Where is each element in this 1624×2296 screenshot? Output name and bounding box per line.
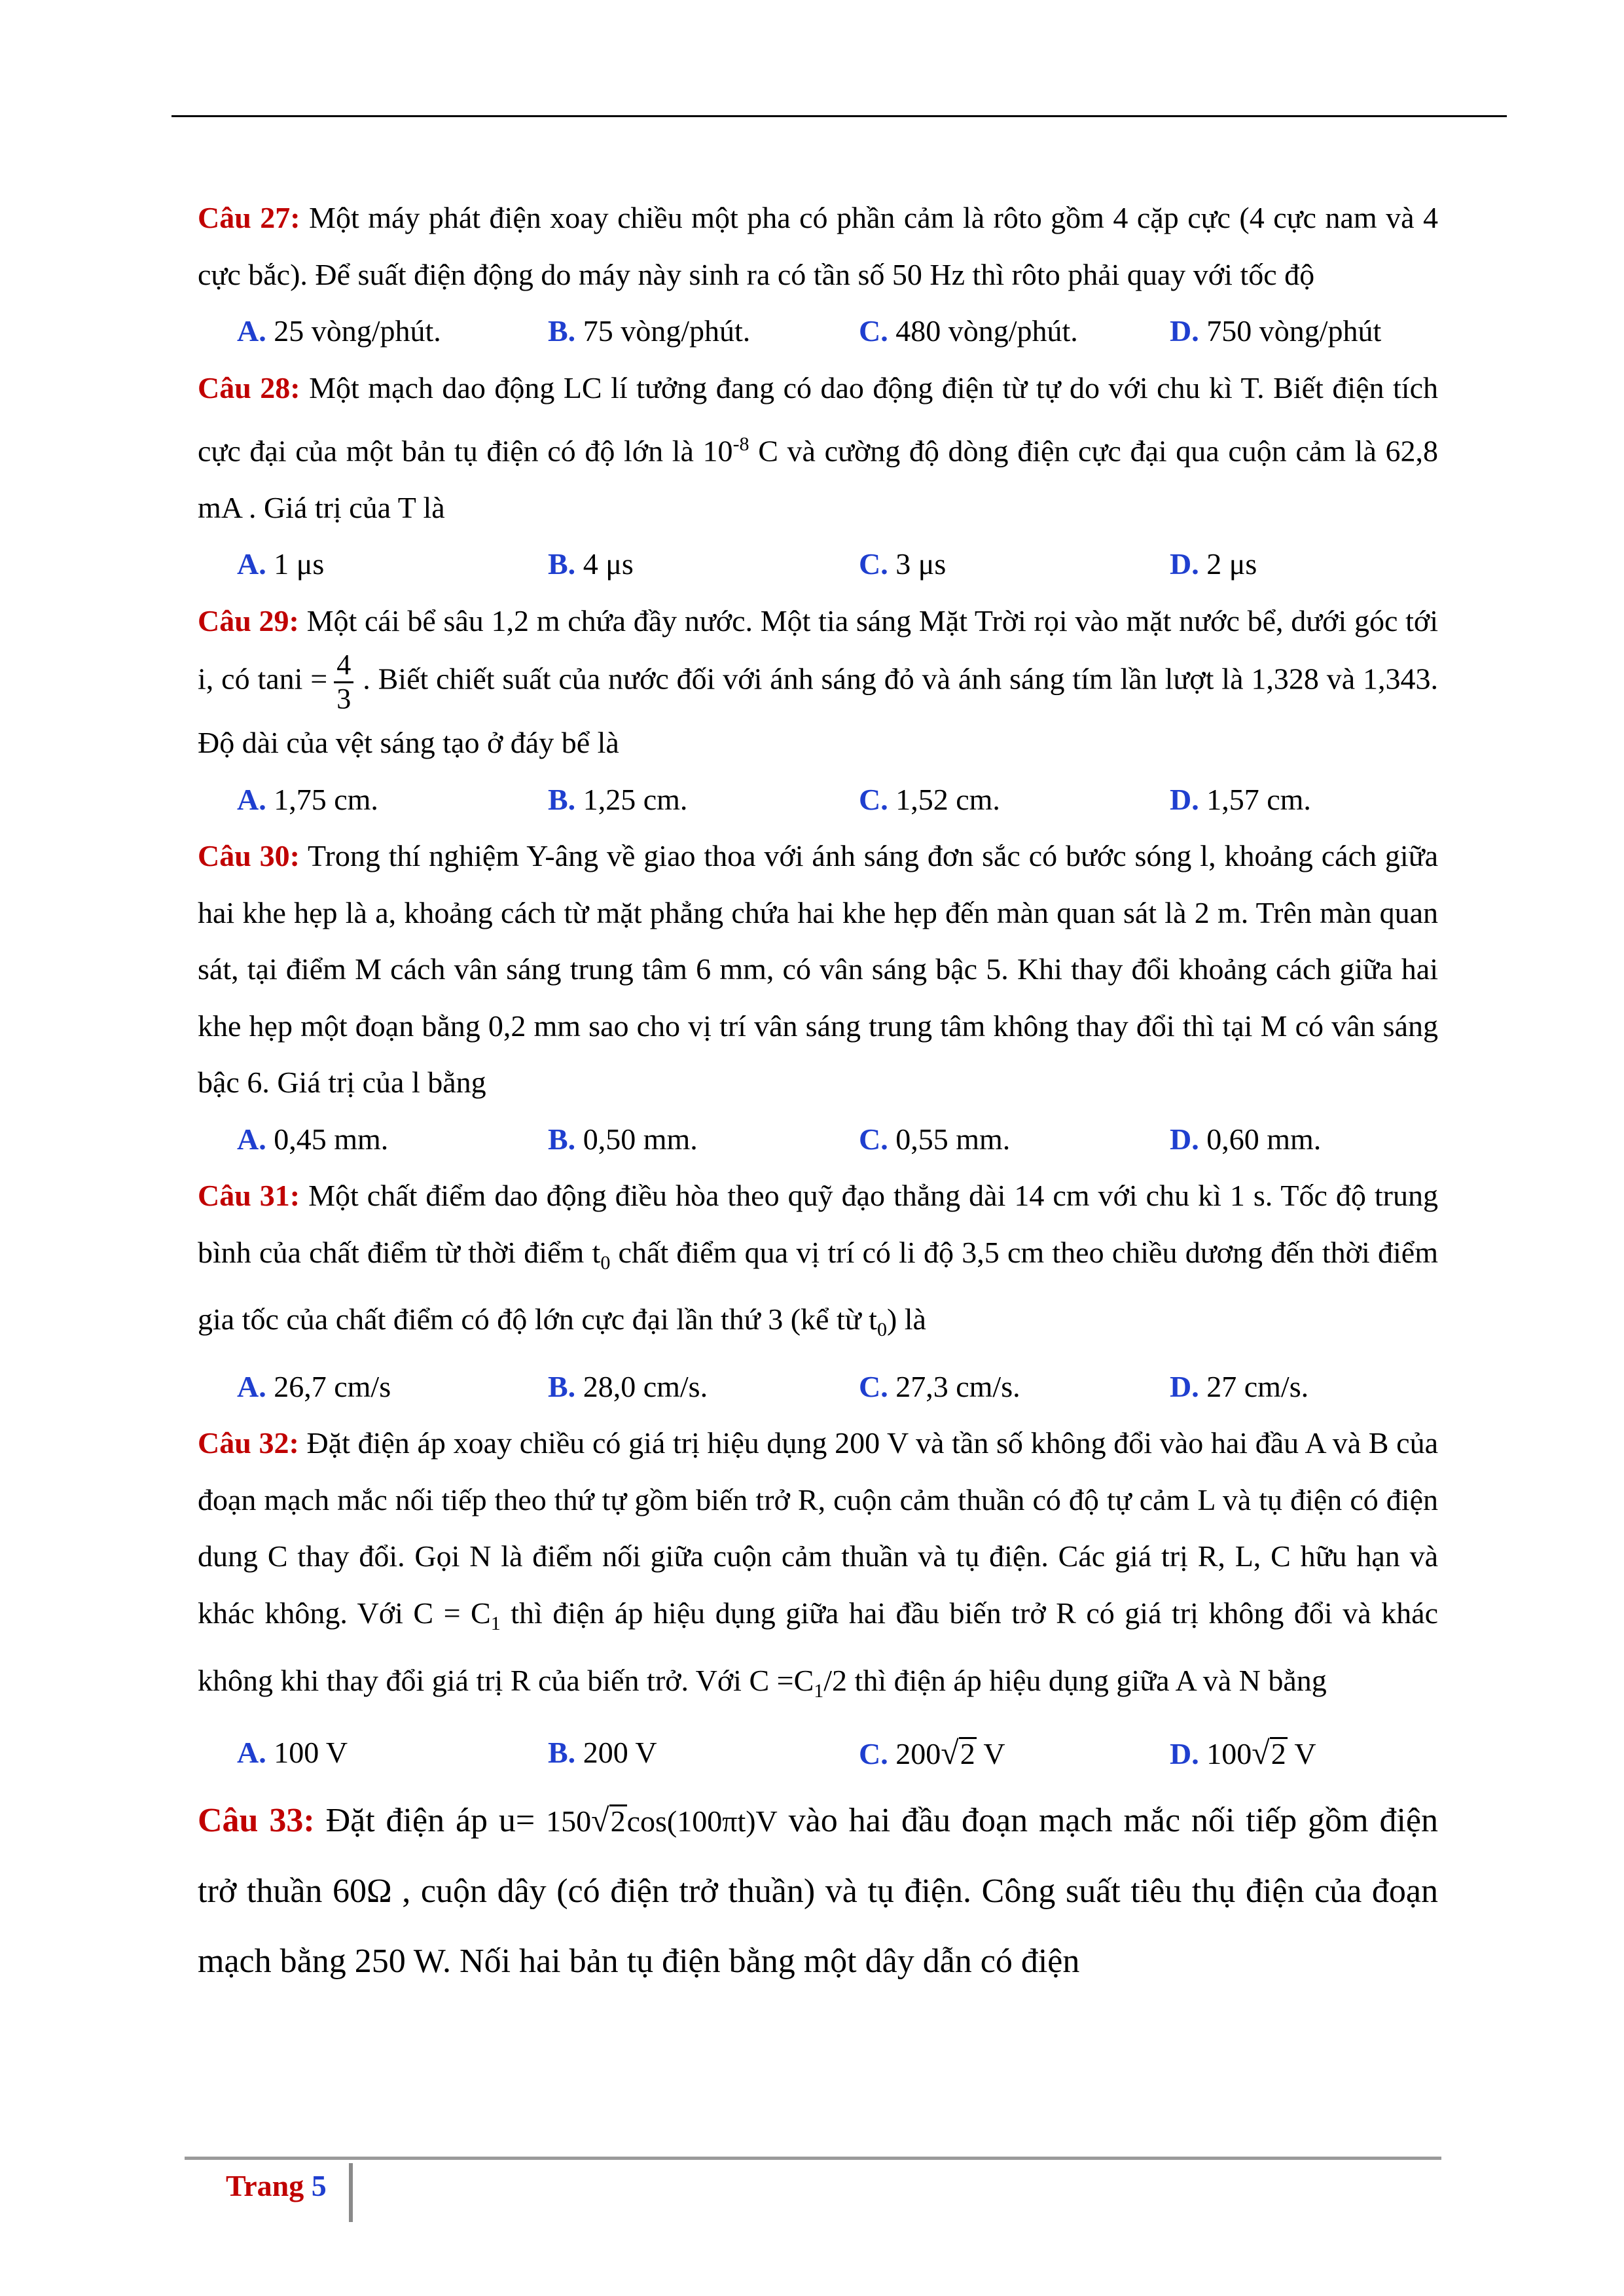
question-text: Trong thí nghiệm Y-âng về giao thoa với ánh sáng đơn sắc có bước sóng l, khoảng cách giữa hai khe hẹp là a, khoảng cách từ mặt phẳng chứa hai khe hẹp đến màn quan sát là 2 m. Trên màn quan sát, tại điểm M cách vân sáng trung tâm 6 mm, có vân sáng bậc 5. Khi thay đổi khoảng cách giữa hai khe hẹp một đoạn bằng 0,2 mm sao cho vị trí vân sáng trung tâm không thay đổi thì tại M có vân sáng bậc 6. Giá trị của l bằng: [198, 839, 1438, 1100]
option-b: [548, 1359, 708, 1416]
question-31: [198, 1168, 1438, 1359]
question-text: Một máy phát điện xoay chiều một pha có phần cảm là rôto gồm 4 cặp cực (4 cực nam và 4 cực bắc). Để suất điện động do máy này sinh ra có tần số 50 Hz thì rôto phải quay với tốc độ: [198, 201, 1438, 291]
footer-divider: [349, 2163, 353, 2222]
question-label: Câu 30:: [198, 839, 300, 873]
question-29: [198, 593, 1438, 772]
question-27: [198, 190, 1438, 303]
option-unit: V: [1287, 1737, 1316, 1771]
page-number: 5: [311, 2169, 327, 2202]
option-label: D.: [1170, 1737, 1199, 1771]
option-text: 100: [1199, 1737, 1252, 1771]
option-label: A.: [237, 314, 266, 348]
option-d: [1170, 1725, 1316, 1783]
option-label: A.: [237, 1736, 266, 1770]
question-text: Đặt điện áp u=: [314, 1801, 547, 1839]
question-text-cont: . Biết chiết suất của nước đối với ánh sáng đỏ và ánh sáng tím lần lượt là 1,328 và 1,343. Độ dài của vệt sáng tạo ở đáy bể là: [198, 662, 1439, 760]
option-label: C.: [859, 314, 888, 348]
math-expression: [546, 1801, 778, 1839]
option-text: 1,75 cm.: [266, 782, 378, 816]
option-text: 0,50 mm.: [575, 1122, 698, 1156]
page-content: [198, 190, 1438, 1996]
option-a: [237, 772, 378, 829]
question-text-end: /2 thì điện áp hiệu dụng giữa A và N bằng: [823, 1663, 1327, 1697]
option-label: B.: [548, 1736, 576, 1770]
question-label: Câu 27:: [198, 201, 300, 234]
option-d: [1170, 536, 1257, 593]
option-text: 1,52 cm.: [888, 782, 1000, 816]
question-label: Câu 31:: [198, 1179, 300, 1213]
fraction-numerator: 4: [334, 649, 353, 683]
option-label: C.: [859, 1369, 888, 1403]
subscript: 1: [490, 1613, 501, 1635]
option-c: [859, 536, 946, 593]
option-label: C.: [859, 1122, 888, 1156]
footer-label: Trang: [226, 2169, 304, 2202]
option-a: [237, 303, 441, 360]
option-c: [859, 1725, 1005, 1783]
question-label: Câu 28:: [198, 370, 300, 404]
subscript: 0: [876, 1319, 887, 1341]
option-text: 0,60 mm.: [1199, 1122, 1322, 1156]
fraction-denominator: 3: [336, 682, 352, 715]
option-text: 200 V: [575, 1736, 657, 1770]
option-b: [548, 1111, 698, 1168]
option-a: [237, 1111, 388, 1168]
question-text: Đặt điện áp xoay chiều có giá trị hiệu dụng 200 V và tần số không đổi vào hai đầu A và B của đoạn mạch mắc nối tiếp theo thứ tự gồm biến trở R, cuộn cảm thuần có độ tự cảm L và tụ điện có điện dung C thay đổi. Gọi N là điểm nối giữa cuộn cảm thuần và tụ điện. Các giá trị R, L, C hữu hạn và khác không. Với C = C: [198, 1426, 1438, 1630]
page-footer: [226, 2166, 327, 2206]
radicand: 2: [960, 1737, 975, 1771]
option-text: 1,57 cm.: [1199, 782, 1311, 816]
option-label: B.: [548, 547, 576, 581]
option-c: [859, 303, 1078, 360]
subscript: 1: [814, 1679, 824, 1702]
option-b: [548, 536, 634, 593]
option-b: [548, 1725, 657, 1782]
option-text: 27,3 cm/s.: [888, 1369, 1020, 1403]
question-text-cont: C và cường độ dòng điện cực đại qua cuộn cảm là 62,8 mA . Giá trị của T là: [198, 434, 1439, 524]
option-text: 1,25 cm.: [575, 782, 688, 816]
options-32: [198, 1725, 1438, 1782]
options-27: [198, 303, 1438, 360]
subscript: 0: [600, 1251, 611, 1274]
option-label: C.: [859, 782, 888, 816]
fraction: [334, 649, 353, 715]
question-30: [198, 828, 1438, 1111]
option-c: [859, 1111, 1010, 1168]
options-30: [198, 1111, 1438, 1168]
exponent: -8: [732, 433, 749, 455]
option-a: [237, 1359, 391, 1416]
options-28: [198, 536, 1438, 593]
option-label: A.: [237, 1369, 266, 1403]
question-text: Một mạch dao động LC lí tưởng đang có dao động điện từ tự do với chu kì T. Biết điện tích cực đại của một bản tụ điện có độ lớn là 10: [198, 370, 1439, 468]
option-a: [237, 1725, 348, 1782]
option-label: D.: [1170, 1369, 1199, 1403]
header-rule: [171, 115, 1507, 117]
option-label: D.: [1170, 547, 1199, 581]
question-label: Câu 29:: [198, 603, 299, 637]
question-text: Một chất điểm dao động điều hòa theo quỹ đạo thẳng dài 14 cm với chu kì 1 s. Tốc độ trung bình của chất điểm từ thời điểm t: [198, 1179, 1439, 1269]
option-label: B.: [548, 1369, 576, 1403]
question-32: [198, 1415, 1438, 1719]
radicand: 2: [610, 1804, 626, 1838]
option-label: C.: [859, 547, 888, 581]
option-text: 480 vòng/phút.: [888, 314, 1078, 348]
question-label: Câu 32:: [198, 1426, 299, 1460]
option-d: [1170, 303, 1381, 360]
option-label: A.: [237, 1122, 266, 1156]
option-text: 750 vòng/phút: [1199, 314, 1382, 348]
option-c: [859, 772, 1000, 829]
option-text: 26,7 cm/s: [266, 1369, 391, 1403]
math-expression: tani =: [257, 662, 328, 696]
sqrt-icon: √: [941, 1734, 959, 1772]
math-function: cos(100πt)V: [626, 1804, 778, 1838]
option-text: 3 μs: [888, 547, 947, 581]
option-label: D.: [1170, 782, 1199, 816]
question-text-cont: vào hai đầu đoạn mạch mắc nối tiếp gồm điện trở thuần 60Ω , cuộn dây (có điện trở thuần) và tụ điện. Công suất tiêu thụ điện của đoạn mạch bằng 250 W. Nối hai bản tụ điện bằng một dây dẫn có điện: [198, 1801, 1438, 1980]
option-b: [548, 772, 687, 829]
option-text: 75 vòng/phút.: [575, 314, 751, 348]
option-text: 25 vòng/phút.: [266, 314, 441, 348]
option-text: 0,45 mm.: [266, 1122, 389, 1156]
option-text: 1 μs: [266, 547, 325, 581]
option-label: B.: [548, 314, 576, 348]
option-label: B.: [548, 1122, 576, 1156]
option-label: A.: [237, 782, 266, 816]
option-label: D.: [1170, 1122, 1199, 1156]
option-text: 4 μs: [575, 547, 634, 581]
option-c: [859, 1359, 1020, 1416]
option-text: 200: [888, 1737, 941, 1771]
option-d: [1170, 1359, 1308, 1416]
option-text: 100 V: [266, 1736, 348, 1770]
option-unit: V: [976, 1737, 1005, 1771]
option-label: D.: [1170, 314, 1199, 348]
option-b: [548, 303, 750, 360]
option-a: [237, 536, 324, 593]
option-text: 28,0 cm/s.: [575, 1369, 708, 1403]
question-text-end: ) là: [886, 1302, 926, 1336]
question-text-cont: chất điểm qua vị trí có li độ 3,5 cm theo chiều dương đến thời điểm gia tốc của chất điểm có độ lớn cực đại lần thứ 3 (kể từ t: [198, 1235, 1438, 1336]
option-label: B.: [548, 782, 576, 816]
footer-rule: [185, 2157, 1441, 2160]
option-label: A.: [237, 547, 266, 581]
option-text: 0,55 mm.: [888, 1122, 1011, 1156]
sqrt-icon: √: [591, 1801, 609, 1839]
question-text-cont: thì điện áp hiệu dụng giữa hai đầu biến trở R có giá trị không đổi và khác không khi thay đổi giá trị R của biến trở. Với C =C: [198, 1596, 1438, 1697]
option-label: C.: [859, 1737, 888, 1771]
option-text: 27 cm/s.: [1199, 1369, 1309, 1403]
sqrt-icon: √: [1252, 1734, 1270, 1772]
math-coefficient: 150: [546, 1804, 592, 1838]
question-33: [198, 1785, 1438, 1996]
options-29: [198, 772, 1438, 829]
question-label: Câu 33:: [198, 1801, 315, 1839]
question-text: Một cái bể sâu 1,2 m chứa đầy nước. Một tia sáng Mặt Trời rọi vào mặt nước bể, dưới góc tới i, có: [198, 603, 1439, 696]
question-28: [198, 360, 1438, 537]
option-text: 2 μs: [1199, 547, 1257, 581]
radicand: 2: [1271, 1737, 1286, 1771]
options-31: [198, 1359, 1438, 1416]
option-d: [1170, 1111, 1321, 1168]
option-d: [1170, 772, 1311, 829]
